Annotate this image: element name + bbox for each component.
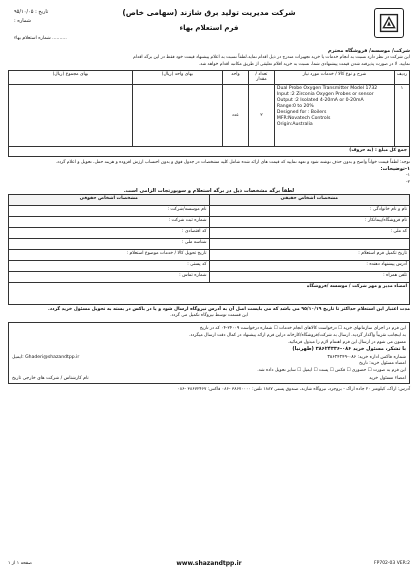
col-row: ردیف [394, 71, 409, 85]
row-number: ۱ [394, 85, 409, 147]
address-footer: آدرس: اراک، کیلومتر ۲۰ جاده اراک - بروجرد، نیروگاه شازند، صندوق پستی ۱۸۸۷ تلفن: ۳۸۶۷۰۰۰۰ -۰۸۶ فاکس: ۳۸۶۷۲۴۶۷ -۰۸۶ [177, 387, 410, 392]
desc-line: Input :2 Zirconia Oxygen Probes or sensor [276, 92, 374, 97]
col-qty: تعداد / مقدار [248, 71, 274, 85]
remark-2: ۲- [406, 180, 410, 185]
item-qty: ۲ [248, 85, 274, 147]
mobile-field[interactable]: تلفن همراه : [209, 272, 410, 283]
notes-section [8, 159, 410, 186]
number-label: شماره : [14, 18, 31, 24]
total-price-cell[interactable] [9, 85, 133, 147]
inquiry-number: شماره استعلام بهاء .......... [14, 36, 67, 41]
date-label: تاریخ : ۹۵/۱۰/۰۵ [14, 9, 49, 15]
total-row [9, 147, 410, 157]
address-field[interactable]: آدرس پیشنهاد دهنده : [209, 261, 410, 272]
form-header [8, 6, 410, 46]
desc-line: Output :2 Isolated 4-20mA or 0-20mA [276, 98, 364, 103]
natural-id-field[interactable]: کد ملی : [209, 228, 410, 239]
legal-national-id-field[interactable]: شناسه ملی : [9, 239, 210, 250]
desc-line: MFR:Novatech Controls [276, 116, 331, 121]
intro-line-2: نمایید. لا در صورت پذیرفته شدن قیمت پیشنهادی شما، نسبت به خرید اقلام تعلیقی از طریق مکاتبه اقدام خواهد شد. [198, 62, 410, 67]
officer-sign-line: امضاء مسئول خرید: تاریخ [359, 361, 406, 366]
col-unit: واحد [222, 71, 248, 85]
office-line-1: این فرم در اجرای سازمانهای خرید ☐ درخواست کالاهای انجام خدمات ☐ شماره درخواست ۲۴۰۰۹-۰۴ که در تاریخ [199, 326, 406, 331]
deadline-section [8, 307, 410, 319]
legal-header: مشخصات اشخاص حقوقی [9, 195, 210, 206]
legal-economic-field[interactable]: کد اقتصادی : [9, 228, 210, 239]
desc-line: Designed for : Boilers [276, 110, 327, 115]
page-number: صفحه ۱ از ۱ [8, 561, 32, 566]
table-row [9, 85, 410, 147]
desc-line: Range:0 to 20% [276, 104, 314, 109]
remark-1: ۱- [406, 173, 410, 178]
unit-price-cell[interactable] [132, 85, 222, 147]
officer-signoff: امضاء مسئول خرید [369, 376, 406, 381]
inquiry-date-field[interactable]: تاریخ تکمیل فرم استعلام : [209, 250, 410, 261]
empty-cell [209, 239, 410, 250]
office-use-box [8, 322, 410, 384]
legal-reg-field[interactable]: شماره ثبت شرکت : [9, 217, 210, 228]
supplier-section-title: لطفاً برگه مشخصات ذیل در برگه استعلام و سوپورتجات الزامی است. [123, 188, 295, 194]
deadline-line-2: این قسمت توسط نیروگاه تکمیل می گردد. [170, 313, 248, 318]
supplier-table [8, 194, 410, 305]
items-table [8, 70, 410, 157]
signoff-row [12, 376, 406, 381]
page-footer [8, 556, 410, 572]
date-number-block [14, 8, 48, 26]
natural-shop-field[interactable]: نام فروشگاه/پیمانکار : [209, 217, 410, 228]
col-unit-price: بهای واحد (ریال) [132, 71, 222, 85]
addressee: شرکت/ موسسه/ فروشگاه محترم [327, 48, 410, 54]
natural-header: مشخصات اشخاص حقیقی [209, 195, 410, 206]
legal-company-field[interactable]: نام موسسه/شرکت : [9, 206, 210, 217]
office-contact-1: با تشکر، مسئول خرید ۰۸۶-۳۸۶۲۴۳۳۶ (طهرنیا) [292, 346, 406, 352]
company-name: شرکت مدیریت تولید برق شازند (سهامی خاص) [122, 8, 296, 17]
deadline-line-1: مدت اعتبار این استعلام حداکثر تا تاریخ ۹۵/۱۰/۱۹ می باشد که می بایست اصل آن به آدرس نیروگاه ارسال شود و یا در باکس در بسته به تحویل مسئول خرید گردد. [48, 307, 410, 312]
delivery-date-field[interactable]: تاریخ تحویل کالا / خدمات موضوع استعلام : [9, 250, 210, 261]
item-unit: عدد [222, 85, 248, 147]
phone-field[interactable]: شماره تماس : [9, 272, 210, 283]
remarks-title: ۱-توضیحات: [380, 166, 410, 172]
form-title: فرم استعلام بهاء [179, 24, 239, 32]
desc-line: Origin:Australia [276, 122, 313, 127]
note-text: توجه: لطفاً قیمت خواناً واضح و بدون حذف نوشته شود و تعهد نمایید که قیمت های ارائه شده شامل کلیه مشخصات در جدول فوق و بدون احتساب ارزش افزوده و هزینه حمل، تحویل و اعلام گردد. [55, 160, 410, 165]
desc-line: Dual Probe Oxygen Transmitter Model 1732 [276, 86, 378, 91]
signature-area[interactable]: امضاء مدیر و مهر شرکت / موسسه /فروشگاه [9, 283, 410, 305]
email-text: Ghaderi@shazandtpp.ir :ایمیل [12, 355, 80, 360]
office-line-3: ممنون می شوم در ارسال این فرم اهتمام لازم را مبذول فرمائید. [287, 340, 406, 345]
col-total: بهای مجموع (ریال) [9, 71, 133, 85]
received-by: نام کارشناس / شرکت های خارجی تاریخ [12, 376, 89, 381]
items-header-row [9, 71, 410, 85]
intro-section [8, 48, 410, 68]
natural-name-field[interactable]: نام و نام خانوادگی : [209, 206, 410, 217]
website-url[interactable]: www.shazandtpp.ir [176, 560, 242, 567]
office-line-2: به اینجانب تقریباً واگذار گردید. ارسال به شرکت/فروشگاه/کارخانه دراین فرم ارائه پیشنهاد در کمال دقت ارسال میگردد. [188, 333, 406, 338]
fax-number: شماره فاکس اداره خرید: ۰۸۶-۳۸۶۲۴۲۴۹ [327, 355, 406, 360]
form-code: FP702-03 VER:2 [374, 561, 410, 566]
item-description [274, 85, 394, 147]
intro-line-1: این شرکت در نظر دارد نسبت به انجام خدمات یا خرید تجهیزات مندرج در ذیل اقدام نماید.لطفاً نسبت به اعلام پیشنهاد قیمت خود فقط در این برگه اقدام [133, 55, 410, 60]
postal-code-field[interactable]: کد پستی : [9, 261, 210, 272]
total-in-words[interactable]: جمع کل مبلغ : (به حروف) [9, 147, 410, 157]
delivery-channel: این فرم به صورت ☐ حضوری ☐ فکس ☐ پست ☐ ایمیل ☐ سایر تحویل داده شد. [257, 368, 406, 373]
col-desc: شرح و نوع کالا / خدمات مورد نیاز [274, 71, 394, 85]
